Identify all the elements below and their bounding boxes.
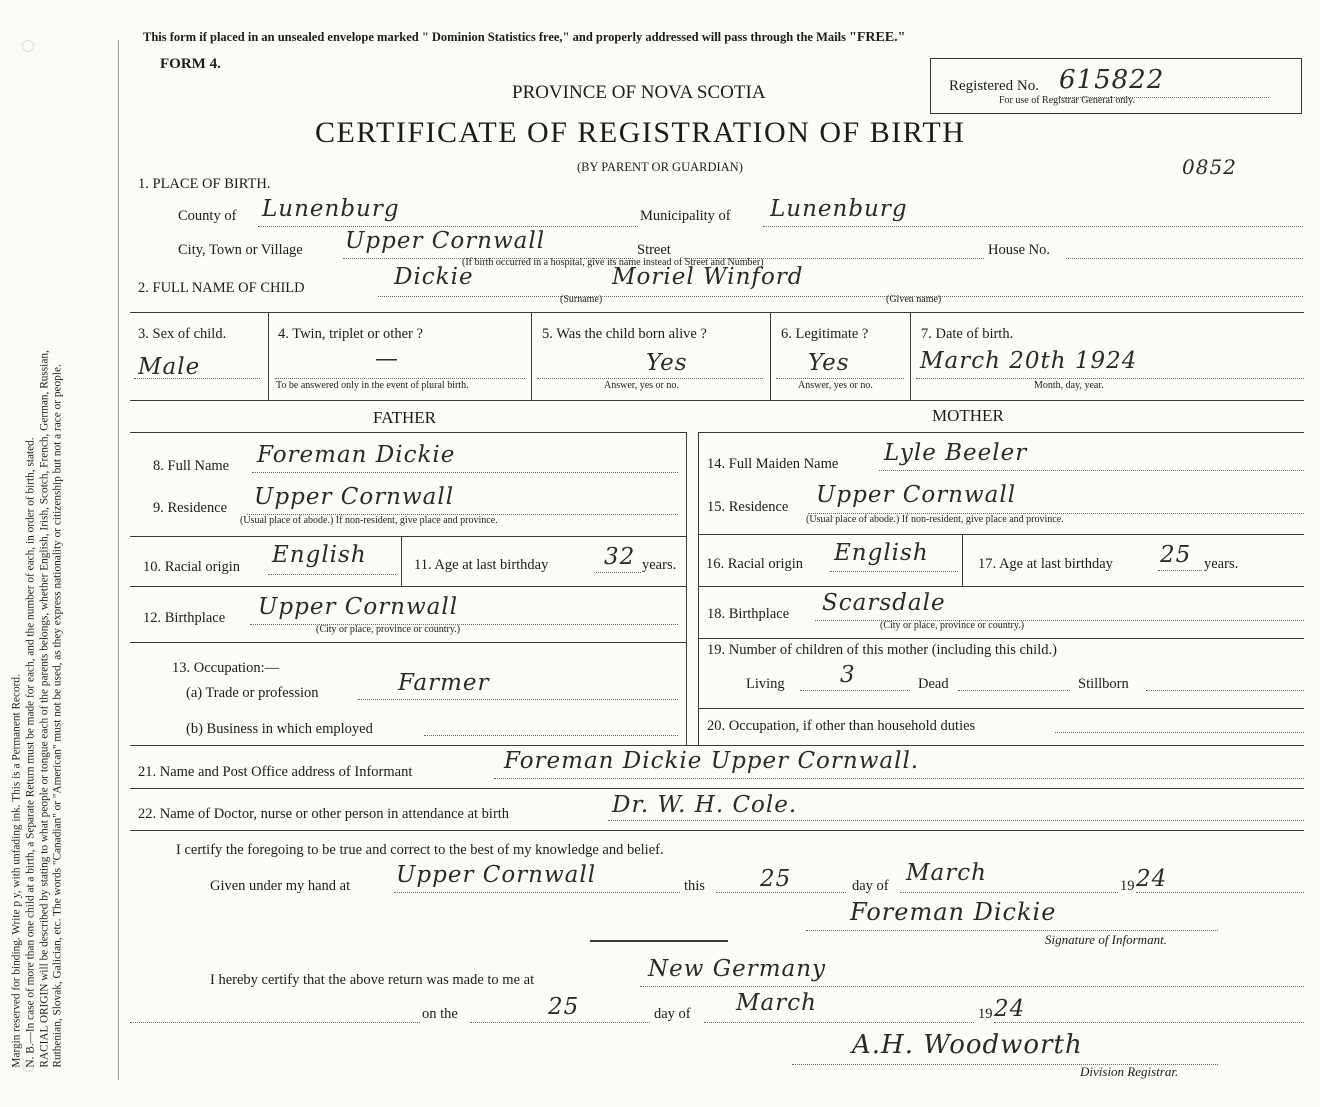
alive-caption: Answer, yes or no. xyxy=(604,380,679,391)
on-the-label: on the xyxy=(422,1006,458,1022)
doctor-value: Dr. W. H. Cole. xyxy=(612,792,798,818)
father-trade-value: Farmer xyxy=(398,670,490,696)
mother-birthplace-caption: (City or place, province or country.) xyxy=(880,620,1025,631)
page-subtitle: (BY PARENT OR GUARDIAN) xyxy=(577,160,743,174)
registrar-year: 24 xyxy=(994,996,1026,1022)
registered-number: 615822 xyxy=(1059,65,1165,95)
mail-notice-text: This form if placed in an unsealed envelope marked " Dominion Statistics free," and properly addressed will pass through the Mails xyxy=(143,30,850,44)
page-title: CERTIFICATE OF REGISTRATION OF BIRTH xyxy=(315,116,966,149)
margin-line-1: Margin reserved for binding. Write p y, with unfading ink. This is a Permanent Record. xyxy=(10,674,23,1068)
mother-name-label: 14. Full Maiden Name xyxy=(707,456,839,472)
informant-signature-caption: Signature of Informant. xyxy=(1045,932,1167,947)
informant-label: 21. Name and Post Office address of Informant xyxy=(138,764,413,780)
registrar-year-prefix: 19 xyxy=(978,1006,993,1022)
father-name-label: 8. Full Name xyxy=(153,458,230,474)
mother-age-label: 17. Age at last birthday xyxy=(978,556,1113,572)
dob-value: March 20th 1924 xyxy=(920,348,1138,374)
father-residence-label: 9. Residence xyxy=(153,500,228,516)
informant-signature: Foreman Dickie xyxy=(850,898,1057,926)
child-given-name: Moriel Winford xyxy=(612,264,804,290)
mother-residence-caption: (Usual place of abode.) If non-resident, give place and province. xyxy=(806,514,1064,525)
hospital-note: (If birth occurred in a hospital, give its name instead of Street and Number) xyxy=(462,257,764,268)
mother-birthplace-value: Scarsdale xyxy=(822,590,946,616)
twin-value: — xyxy=(375,346,399,372)
father-age-label: 11. Age at last birthday xyxy=(414,557,549,573)
child-surname: Dickie xyxy=(394,264,474,290)
surname-caption: (Surname) xyxy=(560,294,603,305)
living-label: Living xyxy=(746,676,785,692)
mother-racial-label: 16. Racial origin xyxy=(706,556,804,572)
given-year-prefix: 19 xyxy=(1120,878,1135,894)
margin-line-3: RACIAL ORIGIN will be described by stating to what people or tongue each of the parents belongs, whether English, Irish, Scotch, French, German, Russian, xyxy=(38,350,50,1068)
given-year: 24 xyxy=(1136,866,1168,892)
city-label: City, Town or Village xyxy=(178,242,303,258)
father-age-value: 32 xyxy=(604,544,636,570)
street-label: Street xyxy=(637,242,671,258)
father-racial-label: 10. Racial origin xyxy=(143,559,241,575)
registrar-signature-caption: Division Registrar. xyxy=(1080,1064,1179,1079)
registrar-signature: A.H. Woodworth xyxy=(852,1030,1083,1060)
margin-instructions xyxy=(10,68,65,1068)
house-label: House No. xyxy=(988,242,1051,258)
registrar-note: For use of Registrar General only. xyxy=(999,95,1135,106)
dead-label: Dead xyxy=(918,676,949,692)
mail-notice xyxy=(143,30,905,46)
municipality-label: Municipality of xyxy=(640,208,731,224)
sex-label: 3. Sex of child. xyxy=(138,326,227,342)
father-business-label: (b) Business in which employed xyxy=(186,721,373,737)
legitimate-value: Yes xyxy=(808,350,850,376)
father-heading: FATHER xyxy=(373,408,436,427)
registered-box xyxy=(930,58,1302,114)
given-day-of: day of xyxy=(852,878,889,894)
form-number: FORM 4. xyxy=(160,56,221,72)
mother-residence-label: 15. Residence xyxy=(707,499,789,515)
father-birthplace-caption: (City or place, province or country.) xyxy=(316,624,461,635)
province-heading: PROVINCE OF NOVA SCOTIA xyxy=(512,82,766,103)
margin-rule xyxy=(118,40,119,1080)
margin-line-2: N. B.—In case of more than one child at a birth, a Separate Return must be made for each, and the number of each, in order of birth, stated. xyxy=(24,437,37,1068)
registrar-day-of: day of xyxy=(654,1006,691,1022)
mother-occupation-label: 20. Occupation, if other than household duties xyxy=(707,718,976,734)
doctor-label: 22. Name of Doctor, nurse or other person in attendance at birth xyxy=(138,806,510,822)
registered-label: Registered No. xyxy=(949,78,1039,94)
registrar-statement: I hereby certify that the above return was made to me at xyxy=(210,972,535,988)
certify-statement: I certify the foregoing to be true and correct to the best of my knowledge and belief. xyxy=(176,842,664,858)
registrar-place: New Germany xyxy=(648,956,827,982)
father-birthplace-label: 12. Birthplace xyxy=(143,610,226,626)
father-name-value: Foreman Dickie xyxy=(257,442,456,468)
mother-years: years. xyxy=(1204,556,1239,572)
twin-label: 4. Twin, triplet or other ? xyxy=(278,326,423,342)
alive-value: Yes xyxy=(646,350,688,376)
mother-racial-value: English xyxy=(834,540,929,566)
registrar-day: 25 xyxy=(548,994,580,1020)
dob-caption: Month, day, year. xyxy=(1034,380,1104,391)
legitimate-label: 6. Legitimate ? xyxy=(781,326,869,342)
dob-label: 7. Date of birth. xyxy=(921,326,1014,342)
county-value: Lunenburg xyxy=(262,196,400,222)
father-racial-value: English xyxy=(272,542,367,568)
given-under-label: Given under my hand at xyxy=(210,878,351,894)
scribble-mark: 0852 xyxy=(1182,155,1237,179)
father-years: years. xyxy=(642,557,677,573)
mother-birthplace-label: 18. Birthplace xyxy=(707,606,790,622)
children-label: 19. Number of children of this mother (including this child.) xyxy=(707,642,1057,658)
child-name-label: 2. FULL NAME OF CHILD xyxy=(138,280,305,296)
twin-caption: To be answered only in the event of plural birth. xyxy=(276,380,469,391)
mother-name-value: Lyle Beeler xyxy=(884,440,1028,466)
given-day: 25 xyxy=(760,866,792,892)
father-residence-value: Upper Cornwall xyxy=(254,484,455,510)
margin-line-4: Ruthenian, Slovak, Galician, etc. The words "Canadian" or "American" must not be used, as they express nationality or citizenship but not a race or people. xyxy=(51,364,64,1068)
living-value: 3 xyxy=(840,662,856,688)
father-occupation-label: 13. Occupation:— xyxy=(172,660,280,676)
city-value: Upper Cornwall xyxy=(345,228,546,254)
registrar-month: March xyxy=(736,990,817,1016)
father-birthplace-value: Upper Cornwall xyxy=(258,594,459,620)
father-residence-caption: (Usual place of abode.) If non-resident, give place and province. xyxy=(240,515,498,526)
mother-residence-value: Upper Cornwall xyxy=(816,482,1017,508)
county-label: County of xyxy=(178,208,237,224)
alive-label: 5. Was the child born alive ? xyxy=(542,326,707,342)
mail-notice-free: "FREE." xyxy=(849,30,906,45)
given-place: Upper Cornwall xyxy=(396,862,597,888)
legitimate-caption: Answer, yes or no. xyxy=(798,380,873,391)
this-label: this xyxy=(684,878,705,894)
informant-value: Foreman Dickie Upper Cornwall. xyxy=(504,748,920,774)
sex-value: Male xyxy=(138,354,201,380)
place-of-birth-heading: 1. PLACE OF BIRTH. xyxy=(138,176,271,192)
given-month: March xyxy=(906,860,987,886)
mother-heading: MOTHER xyxy=(932,406,1004,425)
given-caption: (Given name) xyxy=(886,294,942,305)
stillborn-label: Stillborn xyxy=(1078,676,1129,692)
father-trade-label: (a) Trade or profession xyxy=(186,685,319,701)
municipality-value: Lunenburg xyxy=(770,196,908,222)
mother-age-value: 25 xyxy=(1160,542,1192,568)
